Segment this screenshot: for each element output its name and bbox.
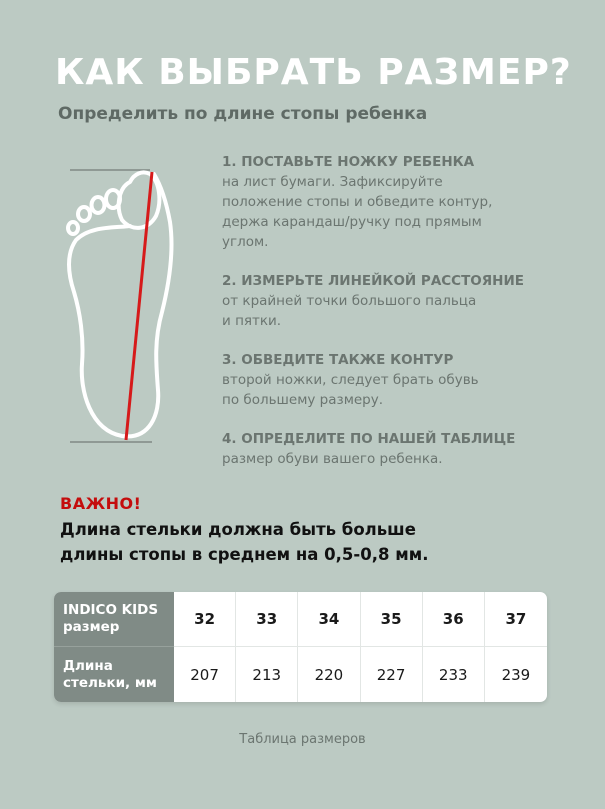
length-cell: 207 bbox=[174, 647, 236, 702]
step-title: 3. ОБВЕДИТЕ ТАКЖЕ КОНТУР bbox=[222, 352, 454, 368]
length-cell: 213 bbox=[236, 647, 298, 702]
measure-line bbox=[126, 172, 152, 440]
foot-outline-icon bbox=[60, 160, 190, 450]
length-cell: 233 bbox=[423, 647, 485, 702]
length-cell: 220 bbox=[298, 647, 360, 702]
step-text: от крайней точки большого пальца и пятки. bbox=[222, 293, 477, 329]
step-text: второй ножки, следует брать обувь по большему размеру. bbox=[222, 372, 479, 408]
size-cell: 37 bbox=[485, 592, 547, 647]
step-2 bbox=[222, 271, 582, 331]
foot-shape bbox=[68, 172, 172, 436]
important-label: ВАЖНО! bbox=[60, 494, 142, 513]
step-1 bbox=[222, 152, 582, 252]
step-text: на лист бумаги. Зафиксируйте положение стопы и обведите контур, держа карандаш/ручку под прямым углом. bbox=[222, 174, 493, 250]
size-row-label: INDICO KIDS размер bbox=[54, 592, 174, 647]
step-text: размер обуви вашего ребенка. bbox=[222, 451, 443, 467]
step-title: 4. ОПРЕДЕЛИТЕ ПО НАШЕЙ ТАБЛИЦЕ bbox=[222, 431, 516, 447]
length-cell: 239 bbox=[501, 665, 531, 684]
step-4 bbox=[222, 429, 582, 469]
length-row-label: Длина стельки, мм bbox=[54, 647, 174, 702]
size-cell: 36 bbox=[423, 592, 485, 647]
size-cell: 33 bbox=[236, 592, 298, 647]
size-cell: 32 bbox=[174, 592, 236, 647]
size-cell: 35 bbox=[361, 592, 423, 647]
important-text: Длина стельки должна быть больше длины стопы в среднем на 0,5-0,8 мм. bbox=[60, 520, 429, 564]
length-cell: 227 bbox=[361, 647, 423, 702]
instruction-steps bbox=[222, 152, 582, 488]
step-title: 2. ИЗМЕРЬТЕ ЛИНЕЙКОЙ РАССТОЯНИЕ bbox=[222, 273, 524, 289]
size-table bbox=[54, 592, 547, 702]
step-3 bbox=[222, 350, 582, 410]
page-title: КАК ВЫБРАТЬ РАЗМЕР? bbox=[55, 52, 572, 93]
page-subtitle: Определить по длине стопы ребенка bbox=[58, 104, 428, 124]
size-cell: 34 bbox=[298, 592, 360, 647]
table-caption: Таблица размеров bbox=[239, 732, 366, 747]
step-title: 1. ПОСТАВЬТЕ НОЖКУ РЕБЕНКА bbox=[222, 154, 475, 170]
